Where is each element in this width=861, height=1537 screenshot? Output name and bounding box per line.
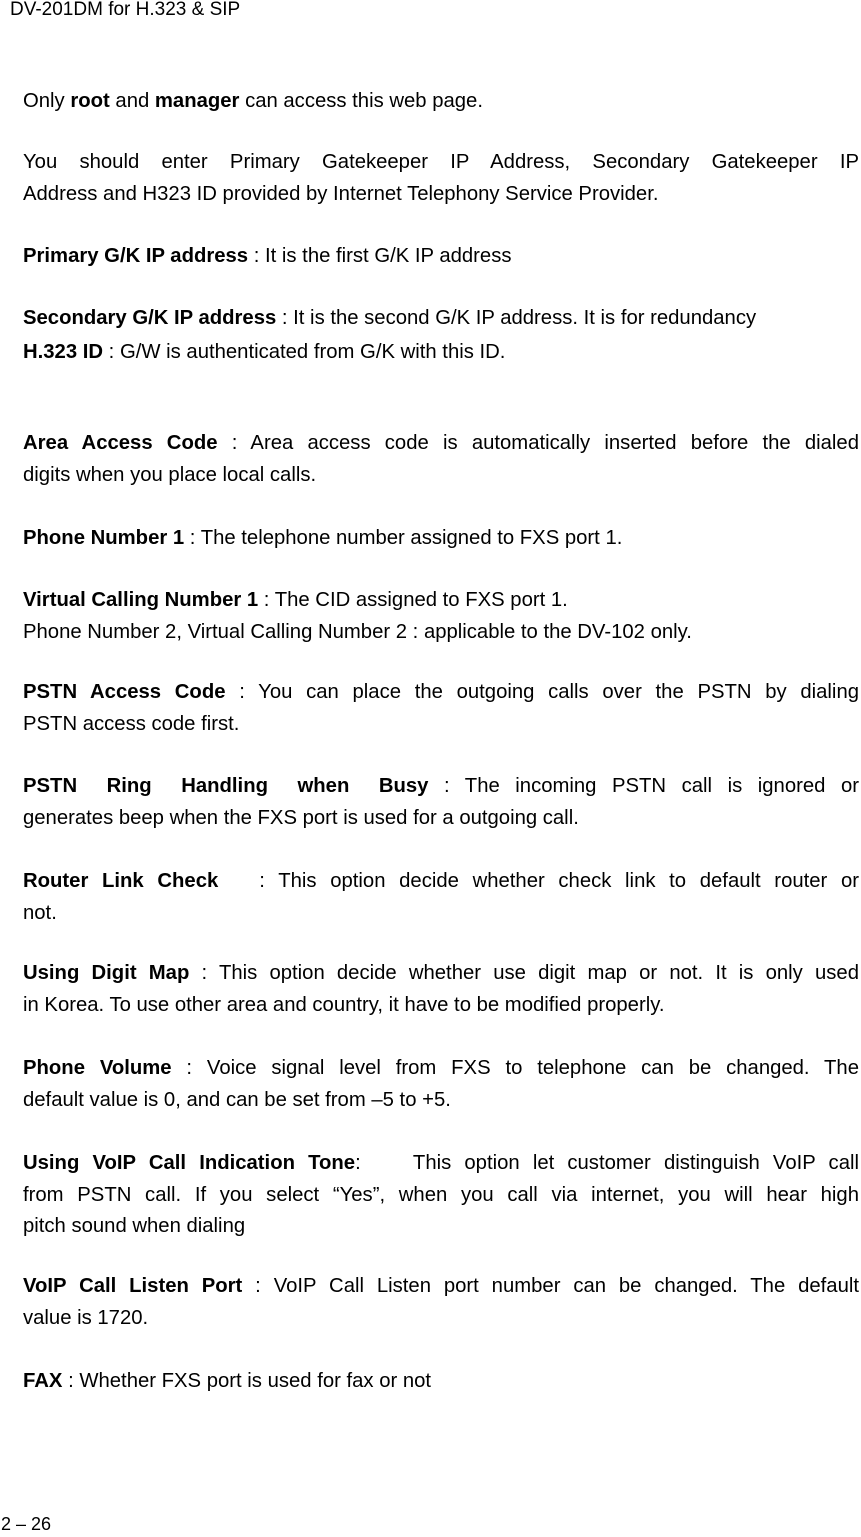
field-line: default value is 0, and can be set from –5 to +5. (23, 1088, 451, 1111)
field-line (23, 958, 859, 990)
field-pstn-access (23, 677, 859, 740)
field-router-link (23, 866, 859, 929)
field-line: not. (23, 901, 57, 924)
page-number: 2 – 26 (1, 1514, 52, 1534)
field-term: Router Link Check (23, 870, 219, 892)
field-line: value is 1720. (23, 1306, 149, 1329)
access-note-text: can access this web page. (239, 90, 483, 112)
field-term: Phone Volume (23, 1057, 172, 1079)
manager-term: manager (154, 90, 240, 112)
field-voip-tone (23, 1148, 859, 1243)
field-desc: : This option decide whether check link to default router or (218, 870, 859, 892)
field-digit-map (23, 958, 859, 1021)
field-fax (23, 1366, 859, 1398)
intro-paragraph (23, 147, 859, 210)
field-desc: : Area access code is automatically inserted before the dialed (217, 432, 859, 454)
field-virtual-calling-1 (23, 585, 859, 648)
field-term: VoIP Call Listen Port (23, 1275, 243, 1297)
field-term: Virtual Calling Number 1 (23, 589, 259, 611)
field-term: FAX (23, 1370, 63, 1392)
field-secondary-gk (23, 303, 859, 335)
field-line (23, 677, 859, 709)
access-note-text: Only (23, 90, 71, 112)
access-note (23, 86, 859, 118)
field-line: digits when you place local calls. (23, 463, 317, 486)
field-desc: : This option let customer distinguish VoIP call (355, 1152, 859, 1174)
field-desc: : The telephone number assigned to FXS port 1. (184, 527, 623, 549)
field-line (23, 585, 859, 617)
field-term: Phone Number 1 (23, 527, 185, 549)
field-term: PSTN Ring Handling when Busy (23, 775, 429, 797)
intro-line: You should enter Primary Gatekeeper IP Address, Secondary Gatekeeper IP (23, 151, 859, 173)
field-term: PSTN Access Code (23, 681, 226, 703)
field-line: PSTN access code first. (23, 712, 240, 735)
field-line (23, 771, 859, 803)
field-line: generates beep when the FXS port is used for a outgoing call. (23, 806, 579, 829)
field-h323-id (23, 337, 859, 369)
field-line: in Korea. To use other area and country, it have to be modified properly. (23, 993, 665, 1016)
field-term: Using Digit Map (23, 962, 190, 984)
field-line: from PSTN call. If you select “Yes”, when you call via internet, you will hear high (23, 1183, 859, 1206)
field-desc: : This option decide whether use digit map or not. It is only used (189, 962, 859, 984)
field-desc: : VoIP Call Listen port number can be changed. The default (242, 1275, 859, 1297)
field-desc: : It is the second G/K IP address. It is for redundancy (276, 307, 757, 329)
field-voip-listen (23, 1271, 859, 1334)
field-term: Secondary G/K IP address (23, 307, 277, 329)
field-term: Using VoIP Call Indication Tone (23, 1152, 356, 1174)
field-line (23, 428, 859, 460)
field-desc: : The CID assigned to FXS port 1. (258, 589, 568, 611)
field-primary-gk (23, 241, 859, 273)
field-line: pitch sound when dialing (23, 1215, 246, 1237)
field-desc: : Whether FXS port is used for fax or not (62, 1370, 432, 1392)
field-line (23, 1271, 859, 1303)
access-note-text: and (109, 90, 155, 112)
field-desc: : It is the first G/K IP address (248, 245, 512, 267)
field-line (23, 1148, 859, 1180)
field-term: Primary G/K IP address (23, 245, 249, 267)
root-term: root (70, 90, 110, 112)
field-term: Area Access Code (23, 432, 218, 454)
field-term: H.323 ID (23, 341, 104, 363)
field-desc: : G/W is authenticated from G/K with this ID. (103, 341, 506, 363)
field-phone-number-1 (23, 523, 859, 555)
field-pstn-ring (23, 771, 859, 834)
field-desc: : You can place the outgoing calls over the PSTN by dialing (225, 681, 860, 703)
document-header: DV-201DM for H.323 & SIP (10, 0, 241, 20)
field-line: Phone Number 2, Virtual Calling Number 2 : applicable to the DV-102 only. (23, 620, 692, 643)
field-desc: : Voice signal level from FXS to telephone can be changed. The (171, 1057, 859, 1079)
field-area-access (23, 428, 859, 491)
field-phone-volume (23, 1053, 859, 1116)
intro-line: Address and H323 ID provided by Internet Telephony Service Provider. (23, 182, 659, 205)
field-desc: : The incoming PSTN call is ignored or (428, 775, 859, 797)
field-line (23, 866, 859, 898)
field-line (23, 1053, 859, 1085)
